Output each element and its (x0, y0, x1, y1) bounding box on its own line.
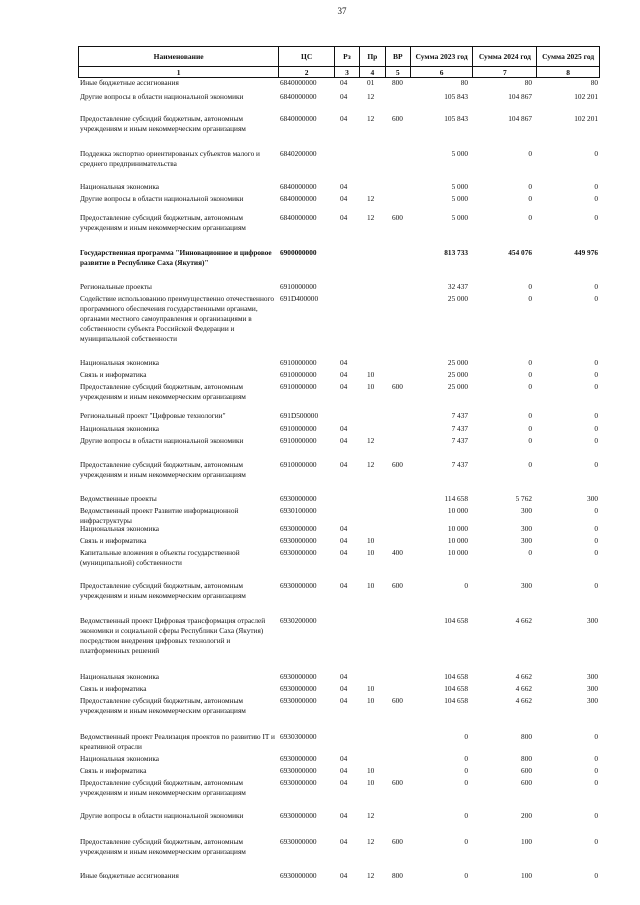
column-number: 7 (472, 67, 536, 77)
cell-s1: 5 000 (451, 213, 468, 222)
cell-cs: 6840000000 (280, 114, 317, 123)
cell-cs: 6930000000 (280, 494, 317, 503)
cell-s1: 5 000 (451, 194, 468, 203)
cell-s3: 300 (587, 616, 598, 625)
cell-s1: 0 (464, 754, 468, 763)
cell-pr: 10 (367, 696, 375, 705)
cell-name: Региональные проекты (80, 282, 152, 291)
cell-s2: 4 662 (515, 684, 532, 693)
cell-s1: 5 000 (451, 149, 468, 158)
cell-cs: 6910000000 (280, 436, 317, 445)
column-number: 1 (176, 67, 181, 77)
cell-s2: 0 (528, 182, 532, 191)
cell-s1: 7 437 (451, 424, 468, 433)
cell-cs: 6930000000 (280, 524, 317, 533)
cell-pr: 01 (367, 78, 375, 87)
cell-name: Региональный проект "Цифровые технологии" (80, 411, 226, 420)
cell-vr: 600 (392, 778, 403, 787)
cell-s2: 0 (528, 382, 532, 391)
cell-s1: 114 658 (444, 494, 468, 503)
cell-name: Национальная экономика (80, 524, 160, 533)
cell-name: Предоставление субсидий бюджетным, автономным учреждениям и иным некоммерческим организациям (80, 778, 246, 797)
cell-cs: 6930000000 (280, 684, 317, 693)
cell-s1: 105 843 (444, 92, 468, 101)
cell-rz: 04 (340, 436, 348, 445)
cell-rz: 04 (340, 536, 348, 545)
cell-name: Национальная экономика (80, 754, 160, 763)
cell-cs: 6910000000 (280, 282, 317, 291)
cell-cs: 6840000000 (280, 92, 317, 101)
cell-s3: 0 (594, 358, 598, 367)
cell-s3: 0 (594, 581, 598, 590)
cell-cs: 6930300000 (280, 732, 317, 741)
cell-s3: 0 (594, 213, 598, 222)
cell-s2: 200 (521, 811, 532, 820)
cell-rz: 04 (340, 92, 348, 101)
cell-s2: 0 (528, 282, 532, 291)
cell-rz: 04 (340, 382, 348, 391)
header-name: Наименование (153, 52, 204, 61)
cell-s3: 0 (594, 548, 598, 557)
cell-s1: 25 000 (447, 382, 468, 391)
cell-s2: 4 662 (515, 672, 532, 681)
cell-s2: 300 (521, 536, 532, 545)
cell-name: Государственная программа "Инновационное и цифровое развитие в Республике Саха (Якутия)" (80, 248, 272, 267)
cell-cs: 6840000000 (280, 194, 317, 203)
cell-cs: 6930000000 (280, 581, 317, 590)
column-number: 8 (536, 67, 599, 77)
cell-name: Другие вопросы в области национальной экономики (80, 92, 244, 101)
cell-name: Ведомственный проект Цифровая трансформация отраслей экономики и социальной сферы Республики Саха (Якутия) посредством внедрения цифровых технологий и платформенных решений (80, 616, 266, 655)
cell-vr: 800 (392, 78, 403, 87)
cell-s1: 7 437 (451, 436, 468, 445)
cell-cs: 6930000000 (280, 536, 317, 545)
cell-s2: 104 867 (508, 114, 532, 123)
cell-rz: 04 (340, 684, 348, 693)
cell-s2: 4 662 (515, 616, 532, 625)
cell-s2: 800 (521, 754, 532, 763)
cell-s2: 454 076 (508, 248, 532, 257)
cell-name: Национальная экономика (80, 424, 160, 433)
cell-rz: 04 (340, 114, 348, 123)
header-pr: Пр (359, 47, 385, 66)
cell-cs: 6910000000 (280, 370, 317, 379)
cell-s1: 0 (464, 871, 468, 880)
cell-s1: 5 000 (451, 182, 468, 191)
cell-s3: 80 (590, 78, 598, 87)
cell-vr: 600 (392, 114, 403, 123)
cell-name: Поддежка экспортно ориентированых субъектов малого и среднего предпринимательства (80, 149, 260, 168)
cell-s1: 104 658 (444, 684, 468, 693)
cell-s1: 32 437 (447, 282, 468, 291)
cell-vr: 400 (392, 548, 403, 557)
cell-rz: 04 (340, 871, 348, 880)
cell-cs: 6930200000 (280, 616, 317, 625)
cell-pr: 12 (367, 194, 375, 203)
cell-rz: 04 (340, 370, 348, 379)
column-number: 4 (359, 67, 385, 77)
cell-vr: 600 (392, 382, 403, 391)
column-number: 6 (410, 67, 473, 77)
cell-cs: 6930000000 (280, 811, 317, 820)
cell-name: Предоставление субсидий бюджетным, автономным учреждениям и иным некоммерческим организациям (80, 581, 246, 600)
cell-rz: 04 (340, 672, 348, 681)
cell-s1: 10 000 (447, 524, 468, 533)
budget-table (78, 46, 600, 880)
cell-s3: 300 (587, 684, 598, 693)
cell-s2: 0 (528, 149, 532, 158)
column-number: 5 (385, 67, 410, 77)
cell-s1: 813 733 (444, 248, 468, 257)
cell-s2: 0 (528, 358, 532, 367)
cell-rz: 04 (340, 182, 348, 191)
cell-pr: 10 (367, 370, 375, 379)
cell-rz: 04 (340, 766, 348, 775)
cell-s2: 0 (528, 424, 532, 433)
cell-rz: 04 (340, 548, 348, 557)
cell-vr: 600 (392, 460, 403, 469)
cell-cs: 6840000000 (280, 182, 317, 191)
cell-s3: 0 (594, 370, 598, 379)
cell-s2: 300 (521, 506, 532, 515)
cell-s3: 0 (594, 811, 598, 820)
cell-s3: 0 (594, 766, 598, 775)
cell-s3: 0 (594, 436, 598, 445)
cell-s2: 100 (521, 871, 532, 880)
cell-s1: 7 437 (451, 411, 468, 420)
cell-pr: 12 (367, 114, 375, 123)
cell-cs: 6910000000 (280, 358, 317, 367)
cell-name: Связь и информатика (80, 684, 147, 693)
cell-name: Предоставление субсидий бюджетным, автономным учреждениям и иным некоммерческим организациям (80, 213, 246, 232)
cell-pr: 12 (367, 92, 375, 101)
cell-s2: 600 (521, 778, 532, 787)
cell-s2: 100 (521, 837, 532, 846)
cell-rz: 04 (340, 358, 348, 367)
cell-s1: 0 (464, 732, 468, 741)
cell-s1: 25 000 (447, 294, 468, 303)
cell-s1: 10 000 (447, 536, 468, 545)
cell-s3: 0 (594, 536, 598, 545)
cell-rz: 04 (340, 811, 348, 820)
cell-s1: 80 (460, 78, 468, 87)
cell-name: Другие вопросы в области национальной экономики (80, 811, 244, 820)
cell-s3: 300 (587, 672, 598, 681)
cell-cs: 6930100000 (280, 506, 317, 515)
cell-s1: 25 000 (447, 358, 468, 367)
cell-name: Капитальные вложения в объекты государственной (муниципальной) собственности (80, 548, 240, 567)
cell-name: Национальная экономика (80, 182, 160, 191)
cell-name: Ведомственный проект Развитие информационной инфраструктуры (80, 506, 239, 525)
header-rz: Рз (334, 47, 359, 66)
cell-s2: 0 (528, 213, 532, 222)
cell-vr: 800 (392, 871, 403, 880)
cell-s3: 102 201 (574, 92, 598, 101)
cell-s3: 0 (594, 506, 598, 515)
cell-s2: 600 (521, 766, 532, 775)
cell-s3: 0 (594, 778, 598, 787)
cell-rz: 04 (340, 778, 348, 787)
header-sum-2023: Сумма 2023 год (410, 47, 473, 66)
cell-name: Предоставление субсидий бюджетным, автономным учреждениям и иным некоммерческим организациям (80, 460, 246, 479)
cell-cs: 6930000000 (280, 778, 317, 787)
cell-name: Связь и информатика (80, 766, 147, 775)
cell-name: Предоставление субсидий бюджетным, автономным учреждениям и иным некоммерческим организациям (80, 837, 246, 856)
cell-name: Содействие использованию преимущественно отечественного программного обеспечения государственными органами, органами местного самоуправления и организациями в собственности субъекта Российской Федерации и муниципальной собственности (80, 294, 274, 343)
cell-s3: 300 (587, 696, 598, 705)
cell-s1: 0 (464, 766, 468, 775)
header-sum-2024: Сумма 2024 год (472, 47, 536, 66)
cell-s2: 0 (528, 436, 532, 445)
cell-pr: 10 (367, 536, 375, 545)
cell-s1: 10 000 (447, 548, 468, 557)
cell-vr: 600 (392, 581, 403, 590)
cell-pr: 12 (367, 460, 375, 469)
cell-s1: 104 658 (444, 616, 468, 625)
cell-s3: 300 (587, 494, 598, 503)
cell-s3: 0 (594, 871, 598, 880)
cell-s2: 0 (528, 370, 532, 379)
cell-cs: 6930000000 (280, 754, 317, 763)
cell-cs: 6910000000 (280, 382, 317, 391)
cell-s1: 105 843 (444, 114, 468, 123)
cell-rz: 04 (340, 524, 348, 533)
header-sum-2025: Сумма 2025 год (536, 47, 599, 66)
cell-cs: 6930000000 (280, 696, 317, 705)
cell-cs: 6840200000 (280, 149, 317, 158)
cell-rz: 04 (340, 460, 348, 469)
cell-s2: 5 762 (515, 494, 532, 503)
cell-pr: 10 (367, 548, 375, 557)
cell-s2: 300 (521, 581, 532, 590)
cell-s2: 80 (524, 78, 532, 87)
cell-s2: 0 (528, 460, 532, 469)
cell-name: Национальная экономика (80, 672, 160, 681)
cell-name: Иные бюджетные ассигнования (80, 78, 179, 87)
cell-s2: 0 (528, 411, 532, 420)
cell-s1: 0 (464, 778, 468, 787)
cell-s3: 0 (594, 294, 598, 303)
cell-s3: 0 (594, 524, 598, 533)
cell-cs: 6930000000 (280, 548, 317, 557)
cell-s2: 800 (521, 732, 532, 741)
cell-name: Ведомственный проект Реализация проектов по развитию IT и креативной отрасли (80, 732, 275, 751)
cell-cs: 6930000000 (280, 766, 317, 775)
cell-pr: 10 (367, 778, 375, 787)
cell-cs: 6900000000 (280, 248, 317, 257)
cell-name: Предоставление субсидий бюджетным, автономным учреждениям и иным некоммерческим организациям (80, 382, 246, 401)
cell-s3: 0 (594, 194, 598, 203)
cell-s3: 0 (594, 411, 598, 420)
cell-s1: 104 658 (444, 672, 468, 681)
cell-pr: 10 (367, 581, 375, 590)
cell-name: Связь и информатика (80, 536, 147, 545)
cell-cs: 691D500000 (280, 411, 319, 420)
cell-s2: 0 (528, 194, 532, 203)
cell-s3: 102 201 (574, 114, 598, 123)
cell-name: Предоставление субсидий бюджетным, автономным учреждениям и иным некоммерческим организациям (80, 696, 246, 715)
cell-pr: 12 (367, 871, 375, 880)
cell-s3: 0 (594, 460, 598, 469)
cell-name: Ведомственные проекты (80, 494, 157, 503)
cell-rz: 04 (340, 837, 348, 846)
cell-cs: 6930000000 (280, 871, 317, 880)
cell-s1: 10 000 (447, 506, 468, 515)
cell-name: Иные бюджетные ассигнования (80, 871, 179, 880)
cell-s1: 7 437 (451, 460, 468, 469)
cell-s3: 0 (594, 149, 598, 158)
cell-cs: 6930000000 (280, 837, 317, 846)
header-vr: ВР (385, 47, 410, 66)
cell-vr: 600 (392, 837, 403, 846)
cell-rz: 04 (340, 754, 348, 763)
cell-vr: 600 (392, 213, 403, 222)
cell-cs: 6930000000 (280, 672, 317, 681)
cell-pr: 12 (367, 436, 375, 445)
cell-rz: 04 (340, 424, 348, 433)
cell-name: Другие вопросы в области национальной экономики (80, 436, 244, 445)
page-number: 37 (337, 6, 347, 16)
column-number: 3 (334, 67, 359, 77)
cell-s3: 0 (594, 424, 598, 433)
cell-s2: 0 (528, 294, 532, 303)
cell-pr: 10 (367, 382, 375, 391)
cell-s2: 4 662 (515, 696, 532, 705)
cell-s3: 449 976 (574, 248, 598, 257)
cell-s3: 0 (594, 837, 598, 846)
cell-name: Национальная экономика (80, 358, 160, 367)
cell-pr: 12 (367, 811, 375, 820)
cell-s3: 0 (594, 182, 598, 191)
cell-s2: 0 (528, 548, 532, 557)
cell-s3: 0 (594, 754, 598, 763)
cell-pr: 10 (367, 766, 375, 775)
cell-rz: 04 (340, 78, 348, 87)
cell-s2: 104 867 (508, 92, 532, 101)
cell-cs: 6910000000 (280, 424, 317, 433)
cell-s1: 0 (464, 837, 468, 846)
cell-cs: 6840000000 (280, 78, 317, 87)
cell-cs: 691D400000 (280, 294, 319, 303)
column-number-row (78, 66, 600, 78)
cell-s3: 0 (594, 732, 598, 741)
cell-s2: 300 (521, 524, 532, 533)
cell-rz: 04 (340, 194, 348, 203)
cell-pr: 12 (367, 213, 375, 222)
cell-pr: 12 (367, 837, 375, 846)
cell-s1: 0 (464, 811, 468, 820)
cell-rz: 04 (340, 213, 348, 222)
cell-vr: 600 (392, 696, 403, 705)
column-number: 2 (278, 67, 334, 77)
cell-cs: 6910000000 (280, 460, 317, 469)
cell-cs: 6840000000 (280, 213, 317, 222)
cell-s1: 0 (464, 581, 468, 590)
cell-name: Другие вопросы в области национальной экономики (80, 194, 244, 203)
cell-name: Предоставление субсидий бюджетным, автономным учреждениям и иным некоммерческим организациям (80, 114, 246, 133)
cell-s1: 25 000 (447, 370, 468, 379)
cell-s3: 0 (594, 382, 598, 391)
cell-rz: 04 (340, 581, 348, 590)
table-header (78, 46, 600, 66)
cell-s3: 0 (594, 282, 598, 291)
cell-s1: 104 658 (444, 696, 468, 705)
cell-rz: 04 (340, 696, 348, 705)
cell-name: Связь и информатика (80, 370, 147, 379)
cell-pr: 10 (367, 684, 375, 693)
header-cs: ЦС (278, 47, 334, 66)
